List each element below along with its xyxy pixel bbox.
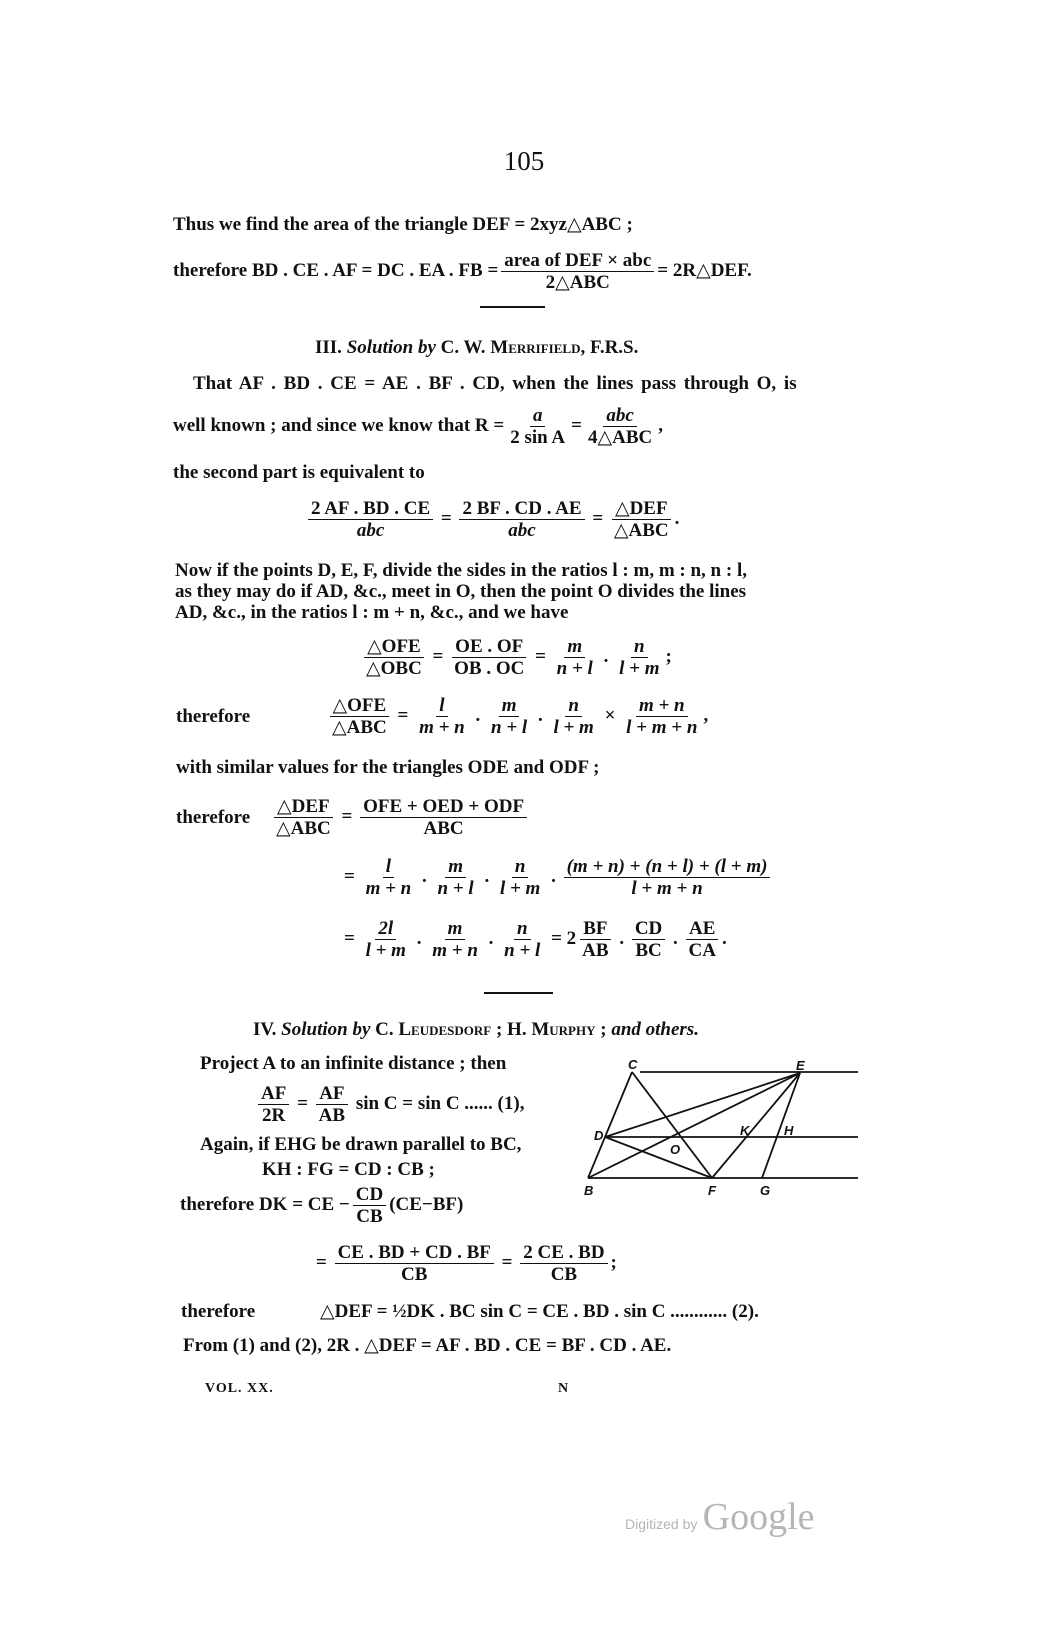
denominator: n + l: [504, 940, 541, 961]
text-line: From (1) and (2), 2R . △DEF = AF . BD . CE = BF . CD . AE.: [183, 1335, 672, 1356]
numerator: AF: [258, 1083, 289, 1105]
numerator: AF: [316, 1083, 347, 1105]
text: therefore: [181, 1301, 256, 1322]
numerator: 2 CE . BD: [520, 1242, 607, 1264]
numerator: 2 BF . CD . AE: [459, 498, 584, 520]
denominator: 2R: [262, 1105, 286, 1126]
numerator: n: [514, 918, 531, 940]
numerator: 2 AF . BD . CE: [308, 498, 433, 520]
text: = 2R△DEF.: [657, 259, 752, 281]
footer-signature: N: [558, 1381, 570, 1396]
text: C. Leudesdorf ; H. Murphy ;: [375, 1019, 607, 1040]
denominator: 4△ABC: [587, 427, 653, 448]
numerator: △DEF: [612, 498, 671, 520]
diagram-label: K: [740, 1123, 750, 1138]
text: ;: [610, 1251, 617, 1273]
denominator: n + l: [491, 717, 528, 738]
denominator: n + l: [437, 878, 474, 899]
numerator: (m + n) + (n + l) + (l + m): [564, 856, 771, 878]
denominator: 2 sin A: [510, 427, 566, 448]
diagram-label: B: [584, 1183, 594, 1198]
equation-line: $\frac{\text{△OFE}}{\text{△ABC}}$ = $\frac{l}{m + n}$ . $\frac{m}{n + l}$ . $\frac{n}{l + m}$ × $\frac{m + n}{l + m + n}$ ,: [326, 695, 708, 738]
diagram-label: G: [760, 1183, 771, 1198]
denominator: ABC: [423, 818, 464, 839]
equation-line: = $\frac{CE . BD + CD . BF}{CB}$ = $\frac{2 CE . BD}{CB}$ ;: [316, 1242, 617, 1285]
denominator: n + l: [556, 658, 593, 679]
text: Solution by: [346, 337, 436, 358]
numerator: OE . OF: [452, 636, 526, 658]
text: well known ; and since we know that R =: [173, 414, 505, 436]
diagram-label: E: [796, 1058, 805, 1073]
text: therefore: [176, 706, 251, 727]
denominator: 2△ABC: [545, 272, 610, 293]
numerator: m: [499, 695, 520, 717]
text-line: as they may do if AD, &c., meet in O, then the point O divides the lines: [175, 581, 747, 602]
denominator: l + m: [619, 658, 660, 679]
denominator: m + n: [419, 717, 465, 738]
numerator: m: [445, 856, 466, 878]
text-line: Thus we find the area of the triangle DEF = 2xyz△ABC ;: [173, 214, 633, 235]
equation-line: $\frac{\text{△OFE}}{\text{△OBC}}$ = $\frac{OE . OF}{OB . OC}$ = $\frac{m}{n + l}$ . $\frac{n}{l + m}$ ;: [360, 636, 672, 679]
watermark: [625, 1495, 815, 1539]
numerator: BF: [580, 918, 610, 940]
text: therefore BD . CE . AF = DC . EA . FB =: [173, 259, 499, 281]
text-line: the second part is equivalent to: [173, 462, 425, 483]
equation-line: $\frac{AF}{2R}$ = $\frac{AF}{AB}$ sin C = sin C ...... (1),: [255, 1083, 524, 1126]
text: IV.: [253, 1019, 277, 1040]
numerator: area of DEF × abc: [501, 250, 654, 272]
denominator: l + m: [499, 878, 541, 899]
numerator: △OFE: [330, 695, 390, 717]
text: C. W. Merrifield, F.R.S.: [440, 337, 639, 358]
numerator: OFE + OED + ODF: [360, 796, 527, 818]
equation-line: $\frac{2 AF . BD . CE}{\text{abc}}$ = $\frac{2 BF . CD . AE}{\text{abc}}$ = $\frac{\text{△DEF}}{\text{△ABC}}$ .: [305, 498, 679, 541]
denominator: CB: [356, 1206, 383, 1227]
text: and others.: [611, 1019, 699, 1040]
denominator: abc: [508, 520, 536, 541]
text-line: Again, if EHG be drawn parallel to BC,: [200, 1134, 522, 1155]
denominator: △OBC: [366, 658, 422, 679]
numerator: abc: [603, 405, 636, 427]
numerator: n: [565, 695, 582, 717]
numerator: CD: [632, 918, 665, 940]
numerator: n: [631, 636, 648, 658]
text-line: Project A to an infinite distance ; then: [200, 1053, 507, 1074]
numerator: a: [530, 405, 546, 427]
fraction: [335, 1242, 494, 1285]
text-line: with similar values for the triangles ODE and ODF ;: [176, 757, 600, 778]
denominator: OB . OC: [454, 658, 525, 679]
denominator: l + m + n: [626, 717, 698, 738]
denominator: l + m: [365, 940, 406, 961]
text: III.: [315, 337, 342, 358]
diagram-label: F: [708, 1183, 716, 1198]
denominator: CB: [401, 1264, 428, 1285]
text: sin C = sin C ...... (1),: [355, 1092, 525, 1114]
denominator: abc: [356, 520, 385, 541]
numerator: △DEF: [274, 796, 333, 818]
diagram-label: D: [594, 1128, 604, 1143]
numerator: l: [436, 695, 447, 717]
denominator: CA: [688, 940, 716, 961]
denominator: l + m + n: [631, 878, 703, 899]
google-logo: Google: [702, 1496, 815, 1538]
diagram-label: C: [628, 1057, 638, 1072]
page-number: 105: [503, 146, 545, 176]
text-line: KH : FG = CD : CB ;: [262, 1159, 435, 1180]
denominator: △ABC: [613, 520, 669, 541]
text: (CE−BF): [389, 1193, 464, 1215]
text: ;: [665, 645, 672, 667]
text: ,: [658, 414, 663, 436]
numerator: AE: [686, 918, 718, 940]
line-de: [605, 1073, 800, 1137]
numerator: m: [564, 636, 585, 658]
text-line: Now if the points D, E, F, divide the sides in the ratios l : m, m : n, n : l,: [175, 560, 747, 581]
denominator: l + m: [553, 717, 594, 738]
diagram-label: O: [670, 1142, 681, 1157]
text-line: AD, &c., in the ratios l : m + n, &c., and we have: [175, 602, 569, 623]
text-line: That AF . BD . CE = AE . BF . CD, when the lines pass through O, is: [193, 373, 797, 394]
numerator: n: [512, 856, 529, 878]
denominator: BC: [635, 940, 662, 961]
equation-line: = $\frac{l}{m + n}$ . $\frac{m}{n + l}$ . $\frac{n}{l + m}$ . $\frac{(m + n) + (n + l) + (l + m)}{l + m + n}$: [344, 856, 773, 899]
numerator: CE . BD + CD . BF: [335, 1242, 494, 1264]
denominator: △ABC: [332, 717, 387, 738]
line-cb: [588, 1072, 632, 1178]
text: = 2: [551, 927, 577, 949]
denominator: m + n: [365, 878, 412, 899]
text: ,: [703, 704, 709, 726]
text: therefore DK = CE −: [180, 1193, 350, 1215]
watermark-text: Digitized by: [625, 1516, 698, 1532]
denominator: AB: [582, 940, 609, 961]
numerator: 2l: [375, 918, 396, 940]
denominator: AB: [318, 1105, 346, 1126]
text: therefore: [176, 807, 251, 828]
text: .: [721, 927, 727, 949]
footer-volume: VOL. XX.: [205, 1381, 274, 1396]
numerator: △OFE: [364, 636, 424, 658]
numerator: m + n: [636, 695, 688, 717]
denominator: m + n: [432, 940, 478, 961]
denominator: △ABC: [276, 818, 331, 839]
fraction: [520, 1242, 607, 1285]
numerator: l: [383, 856, 394, 878]
denominator: CB: [550, 1264, 578, 1285]
text: .: [674, 507, 680, 529]
diagram-label: H: [784, 1123, 794, 1138]
numerator: m: [445, 918, 466, 940]
text: Solution by: [281, 1019, 371, 1040]
numerator: CD: [353, 1184, 386, 1206]
text: △DEF = ½DK . BC sin C = CE . BD . sin C ............ (2).: [320, 1301, 759, 1322]
equation-line: = $\frac{2l}{l + m}$ . $\frac{m}{m + n}$ . $\frac{n}{n + l}$ = 2 $\frac{BF}{AB}$ . $\frac{CD}{BC}$ . $\frac{AE}{CA}$ .: [344, 918, 727, 961]
text: =: [571, 414, 582, 436]
equation-line: $\frac{\text{△DEF}}{\text{△ABC}}$ = $\frac{\text{OFE + OED + ODF}}{\text{ABC}}$: [270, 796, 530, 839]
